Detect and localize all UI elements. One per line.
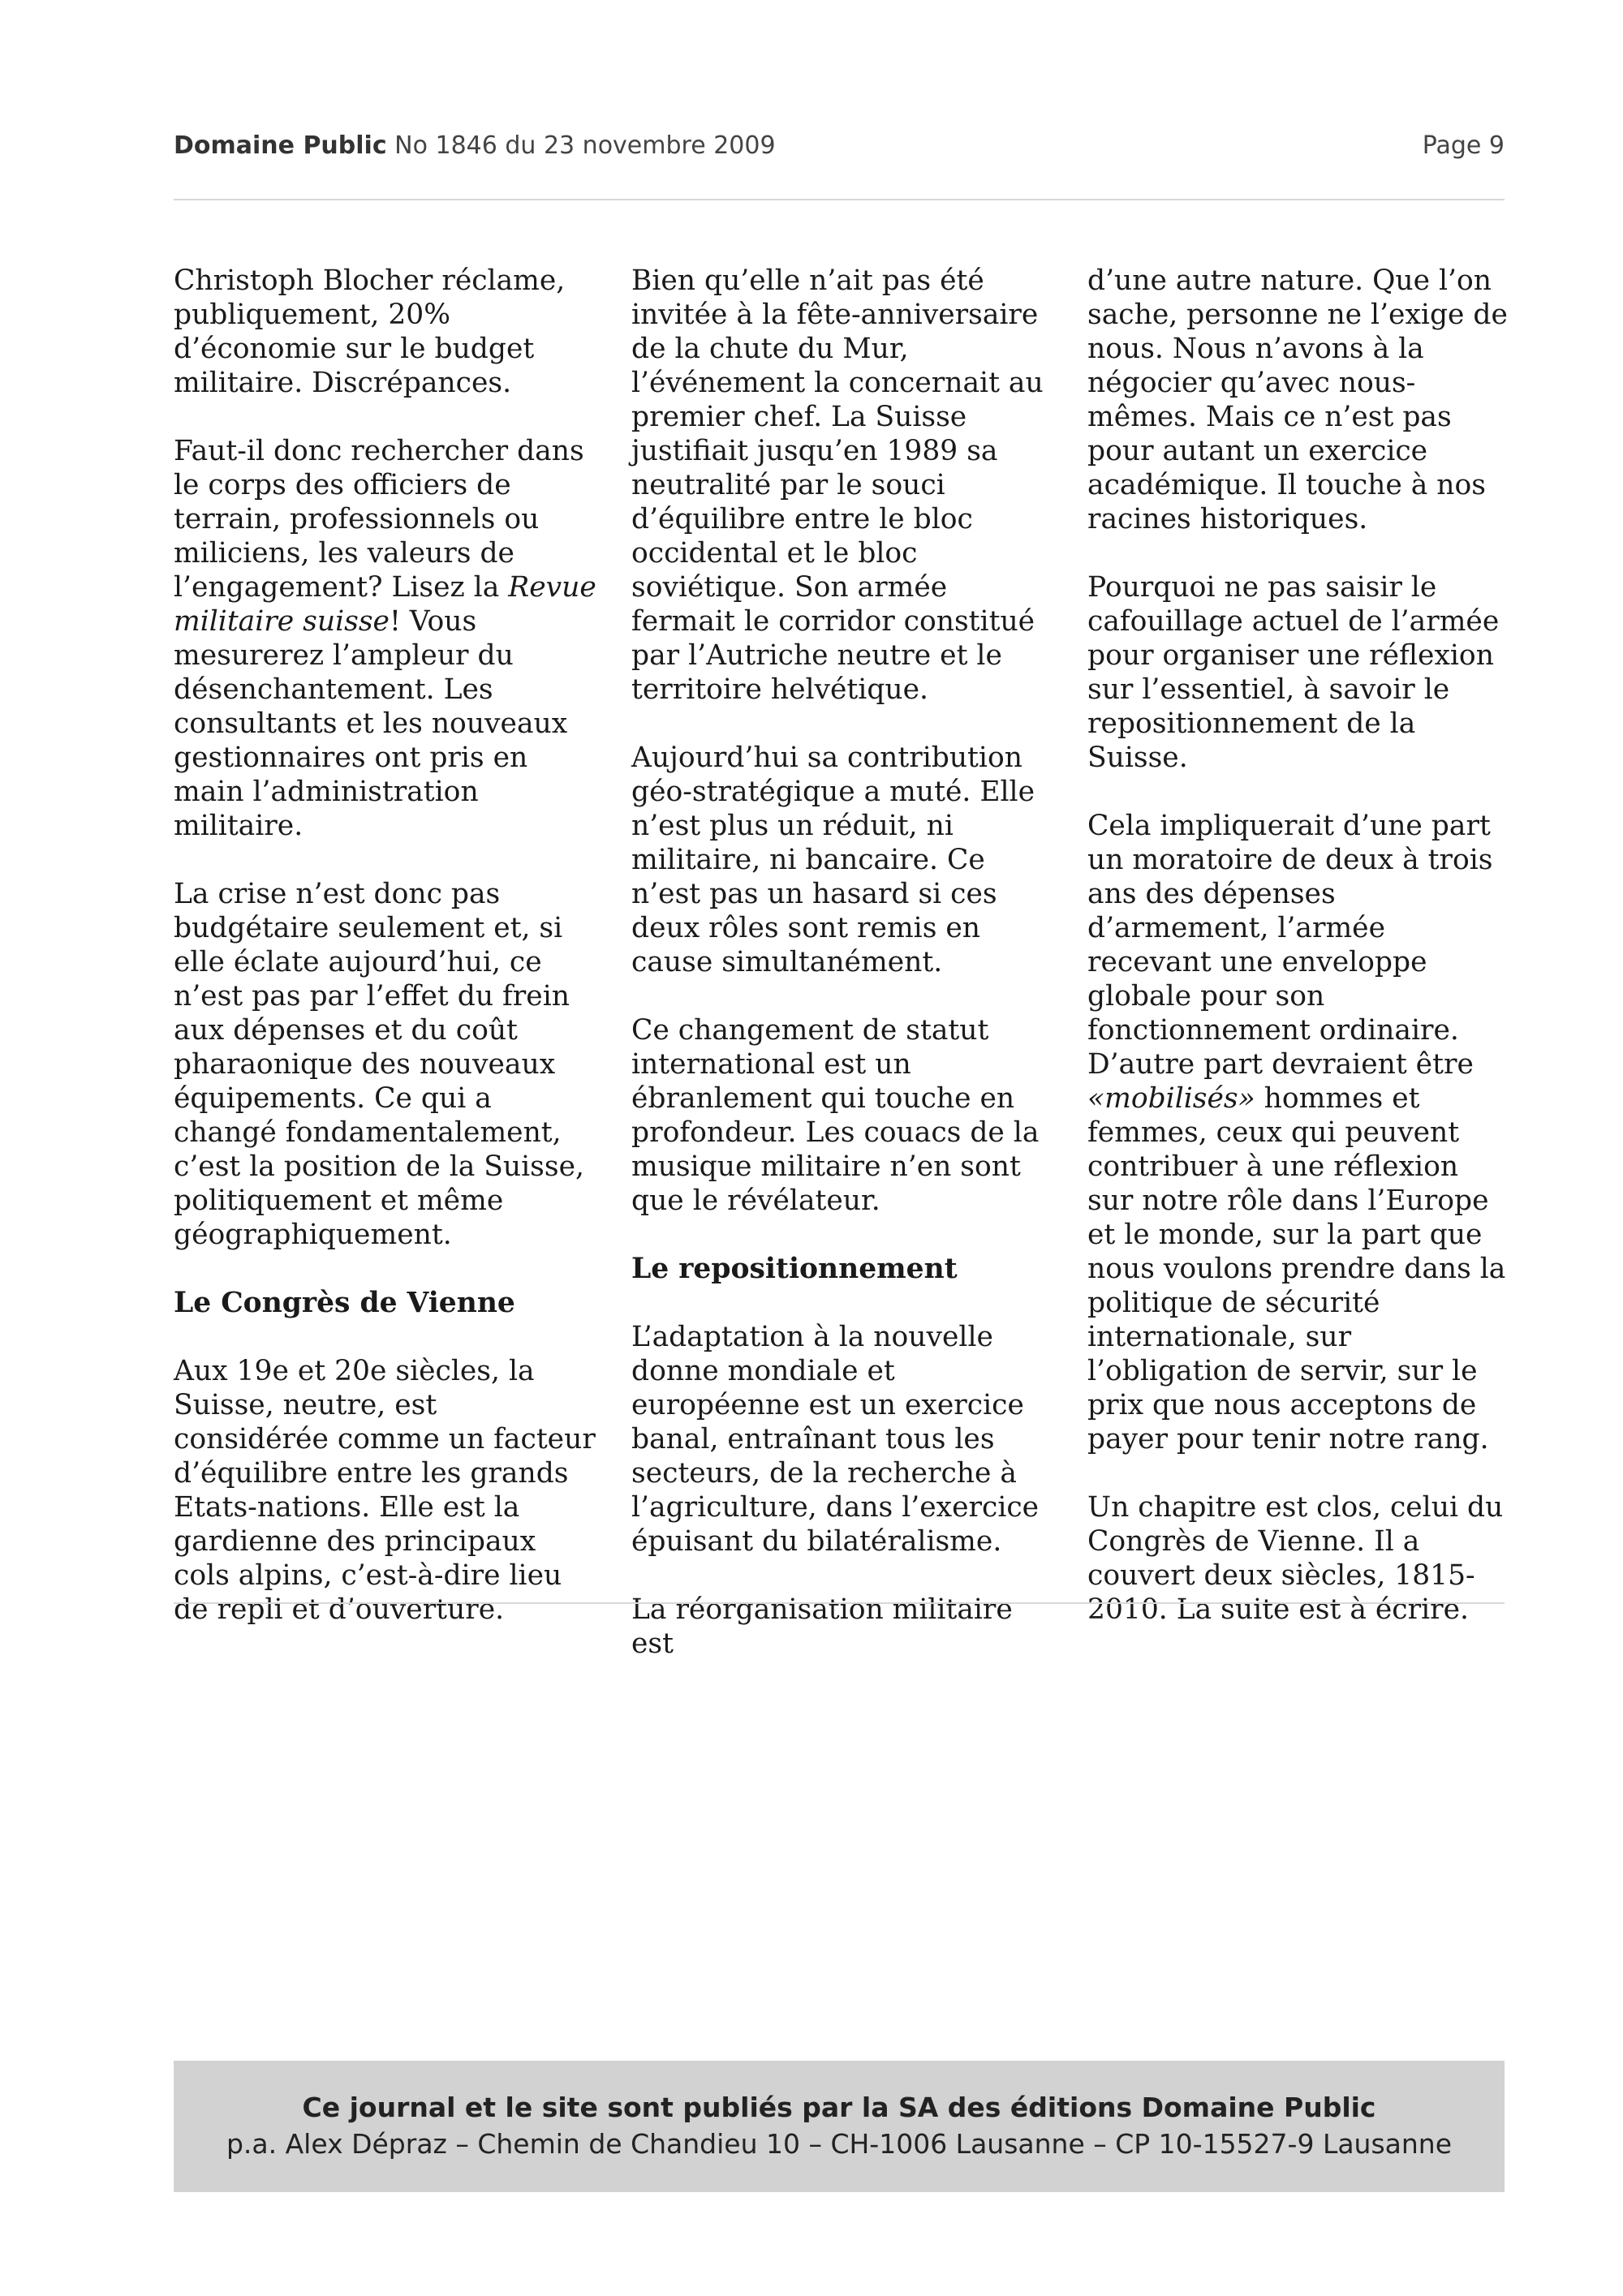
paragraph: Ce changement de statut international est un ébranlement qui touche en profondeur. Les couacs de la musique militaire n’en sont que le révélateur. [631,1014,1040,1217]
article-column-1 [174,264,600,1661]
paragraph: Pourquoi ne pas saisir le cafouillage actuel de l’armée pour organiser une réflexion sur l’essentiel, à savoir le repositionnement de la Suisse. [1087,571,1500,774]
emphasis: «mobilisés» [1087,1082,1255,1115]
publisher-footer [174,2061,1505,2192]
page-header [174,131,1505,172]
paragraph: Faut-il donc rechercher dans le corps des officiers de terrain, professionnels ou miliciens, les valeurs de l’engagement? Lisez la Revue militaire suisse! Vous mesurerez l’ampleur du désenchantement. Les consultants et les nouveaux gestionnaires ont pris en main l’administration militaire. [174,435,596,842]
paragraph: Bien qu’elle n’ait pas été invitée à la fête-anniversaire de la chute du Mur, l’événement la concernait au premier chef. La Suisse justifiait jusqu’en 1989 sa neutralité par le souci d’équilibre entre le bloc occidental et le bloc soviétique. Son armée fermait le corridor constitué par l’Autriche neutre et le territoire helvétique. [631,264,1044,706]
article-column-3 [1087,264,1509,1661]
article-column-2 [631,264,1057,1695]
paragraph: La crise n’est donc pas budgétaire seulement et, si elle éclate aujourd’hui, ce n’est pas par l’effet du frein aux dépenses et du coût pharaonique des nouveaux équipements. Ce qui a changé fondamentalement, c’est la position de la Suisse, politiquement et même géographiquement. [174,878,584,1251]
publication-name: Domaine Public [174,131,387,160]
paragraph: Cela impliquerait d’une part un moratoire de deux à trois ans des dépenses d’armement, l’armée recevant une enveloppe globale pour son fonctionnement ordinaire. D’autre part devraient être «mobilisés» hommes et femmes, ceux qui peuvent contribuer à une réflexion sur notre rôle dans l’Europe et le monde, sur la part que nous voulons prendre dans la politique de sécurité internationale, sur l’obligation de servir, sur le prix que nous acceptons de payer pour tenir notre rang. [1087,810,1506,1455]
paragraph: Aujourd’hui sa contribution géo-stratégique a muté. Elle n’est plus un réduit, ni militaire, ni bancaire. Ce n’est pas un hasard si ces deux rôles sont remis en cause simultanément. [631,742,1035,978]
paragraph: Christoph Blocher réclame, publiquement, 20% d’économie sur le budget militaire. Discrépances. [174,264,566,399]
publication-title: Revue militaire suisse [174,571,596,638]
footer-address: p.a. Alex Dépraz – Chemin de Chandieu 10 – CH-1006 Lausanne – CP 10-15527-9 Lausanne [226,2128,1453,2160]
footer-title: Ce journal et le site sont publiés par la SA des éditions Domaine Public [302,2092,1376,2123]
paragraph: Un chapitre est clos, celui du Congrès de Vienne. Il a couvert deux siècles, 1815-2010. La suite est à écrire. [1087,1491,1504,1626]
issue-info: No 1846 du 23 novembre 2009 [386,131,776,160]
paragraph: L’adaptation à la nouvelle donne mondiale et européenne est un exercice banal, entraînant tous les secteurs, de la recherche à l’agriculture, dans l’exercice épuisant du bilatéralisme. [631,1321,1040,1558]
page-number: Page 9 [1422,131,1505,160]
content-divider [174,1602,1505,1604]
paragraph: La réorganisation militaire est [631,1593,1013,1660]
paragraph: d’une autre nature. Que l’on sache, personne ne l’exige de nous. Nous n’avons à la négocier qu’avec nous-mêmes. Mais ce n’est pas pour autant un exercice académique. Il touche à nos racines historiques. [1087,264,1508,535]
section-heading: Le repositionnement [631,1253,958,1285]
section-heading: Le Congrès de Vienne [174,1287,515,1319]
paragraph: Aux 19e et 20e siècles, la Suisse, neutre, est considérée comme un facteur d’équilibre entre les grands Etats-nations. Elle est la gardienne des principaux cols alpins, c’est-à-dire lieu de repli et d’ouverture. [174,1355,596,1626]
header-divider [174,199,1505,200]
